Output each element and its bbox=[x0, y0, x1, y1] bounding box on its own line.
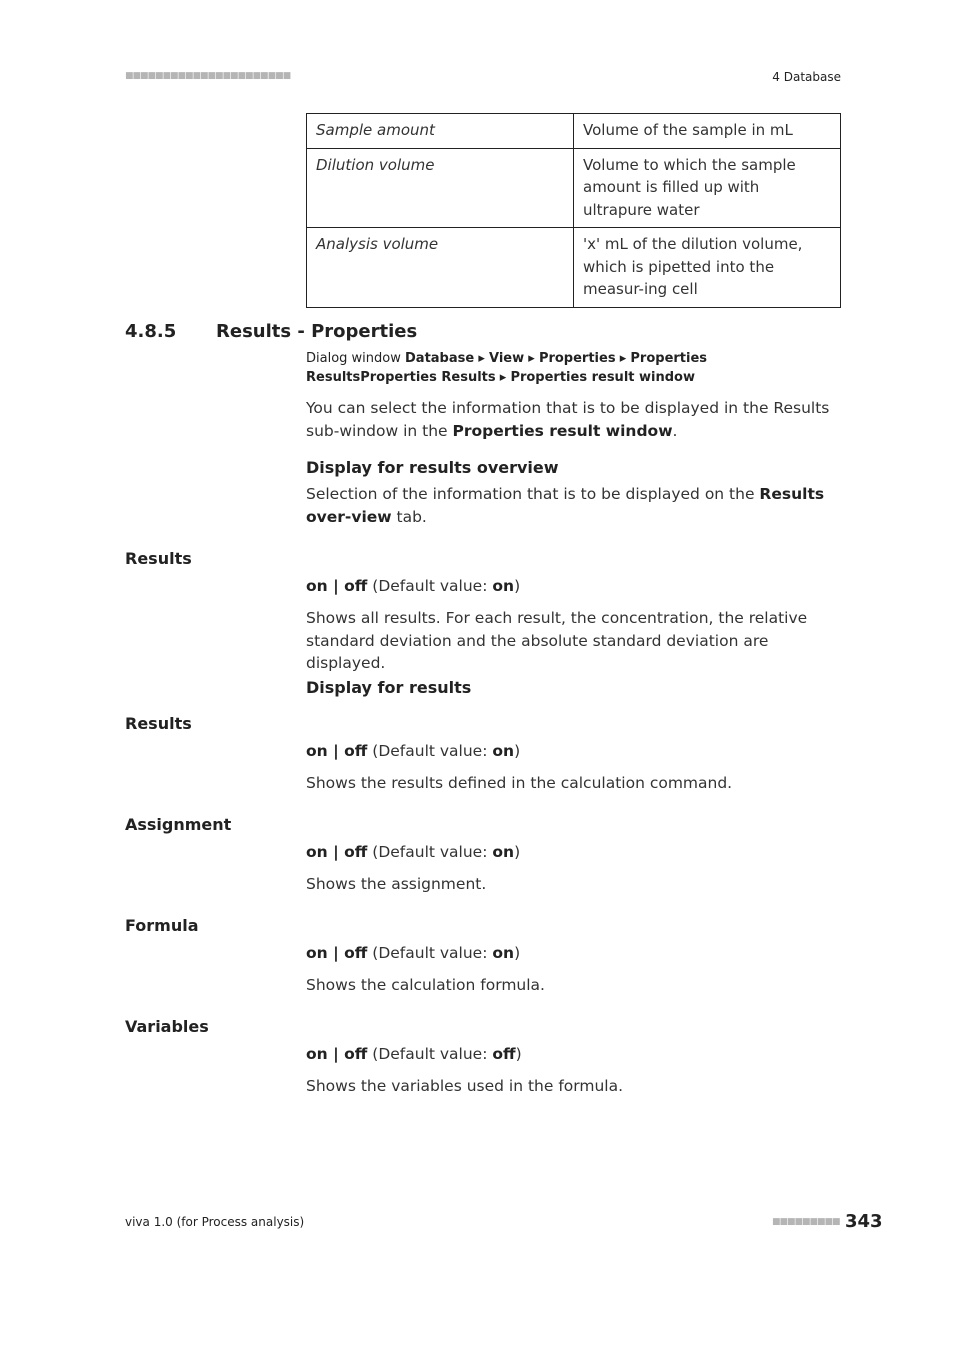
overview-heading: Display for results overview bbox=[306, 458, 559, 477]
table-value: Volume to which the sample amount is filled up with ultrapure water bbox=[574, 148, 841, 228]
options-text: on | off bbox=[306, 742, 368, 760]
default-suffix: ) bbox=[514, 577, 521, 595]
overview-desc-end: tab. bbox=[391, 507, 427, 526]
table-row bbox=[307, 228, 841, 308]
menu-path bbox=[306, 349, 841, 387]
path-properties: Properties bbox=[538, 351, 616, 366]
table-row bbox=[307, 114, 841, 149]
param-label: Results bbox=[125, 714, 192, 733]
table-key: Dilution volume bbox=[307, 148, 574, 228]
default-suffix: ) bbox=[515, 1045, 522, 1063]
intro-end: . bbox=[672, 421, 678, 440]
table-value: Volume of the sample in mL bbox=[574, 114, 841, 149]
table-row bbox=[307, 148, 841, 228]
options-text: on | off bbox=[306, 577, 368, 595]
param-options bbox=[306, 740, 841, 763]
table-value: 'x' mL of the dilution volume, which is pipetted into the measur-ing cell bbox=[574, 228, 841, 308]
options-text: on | off bbox=[306, 1045, 368, 1063]
chapter-title: 4 Database bbox=[772, 70, 841, 84]
path-arrow-icon: ▸ bbox=[619, 351, 627, 366]
param-label: Formula bbox=[125, 916, 199, 935]
default-suffix: ) bbox=[514, 843, 521, 861]
param-description: Shows the assignment. bbox=[306, 875, 487, 893]
overview-description bbox=[306, 483, 841, 528]
intro-text: You can select the information that is to be displayed in the Results sub-window in the bbox=[306, 399, 830, 440]
overview-desc-text: Selection of the information that is to be displayed on the bbox=[306, 485, 760, 503]
default-prefix: (Default value: bbox=[367, 577, 493, 595]
page-number: 343 bbox=[845, 1211, 883, 1232]
footer-decoration: ■■■■■■■■■ bbox=[772, 1217, 840, 1227]
options-text: on | off bbox=[306, 944, 368, 962]
table-key: Sample amount bbox=[307, 114, 574, 149]
path-arrow-icon: ▸ bbox=[499, 370, 507, 385]
param-options bbox=[306, 575, 841, 598]
default-value: on bbox=[492, 577, 515, 595]
param-description: Shows the results defined in the calculation command. bbox=[306, 774, 733, 792]
section-number: 4.8.5 bbox=[125, 321, 177, 342]
param-description: Shows all results. For each result, the concentration, the relative standard deviation and the absolute standard deviation are displayed. bbox=[306, 609, 808, 672]
default-prefix: (Default value: bbox=[367, 944, 493, 962]
header-decoration: ■■■■■■■■■■■■■■■■■■■■■■ bbox=[125, 71, 291, 81]
path-properties-results: Properties ResultsProperties Results bbox=[306, 351, 708, 385]
default-prefix: (Default value: bbox=[367, 742, 493, 760]
param-label: Results bbox=[125, 549, 192, 568]
default-suffix: ) bbox=[514, 944, 521, 962]
table-key: Analysis volume bbox=[307, 228, 574, 308]
path-properties-result-window: Properties result window bbox=[510, 370, 695, 385]
overview-desc-emphasis: Results over-view bbox=[306, 485, 825, 526]
param-options bbox=[306, 841, 841, 864]
param-label: Assignment bbox=[125, 815, 232, 834]
default-prefix: (Default value: bbox=[367, 843, 493, 861]
path-arrow-icon: ▸ bbox=[528, 351, 535, 366]
path-view: View bbox=[489, 351, 525, 366]
default-value: on bbox=[492, 944, 515, 962]
intro-emphasis: Properties result window bbox=[452, 421, 673, 440]
footer-product: viva 1.0 (for Process analysis) bbox=[125, 1215, 305, 1229]
default-value: off bbox=[492, 1045, 516, 1063]
results-heading: Display for results bbox=[306, 678, 472, 697]
param-options bbox=[306, 1043, 841, 1066]
path-prefix: Dialog window bbox=[306, 351, 405, 366]
param-description: Shows the variables used in the formula. bbox=[306, 1077, 624, 1095]
path-database: Database bbox=[405, 351, 475, 366]
parameter-table bbox=[306, 113, 841, 308]
default-prefix: (Default value: bbox=[367, 1045, 493, 1063]
default-suffix: ) bbox=[514, 742, 521, 760]
intro-paragraph bbox=[306, 397, 841, 442]
default-value: on bbox=[492, 742, 515, 760]
default-value: on bbox=[492, 843, 515, 861]
param-description: Shows the calculation formula. bbox=[306, 976, 545, 994]
path-arrow-icon: ▸ bbox=[478, 351, 485, 366]
param-label: Variables bbox=[125, 1017, 209, 1036]
param-options bbox=[306, 942, 841, 965]
section-title: Results - Properties bbox=[216, 321, 418, 342]
options-text: on | off bbox=[306, 843, 368, 861]
